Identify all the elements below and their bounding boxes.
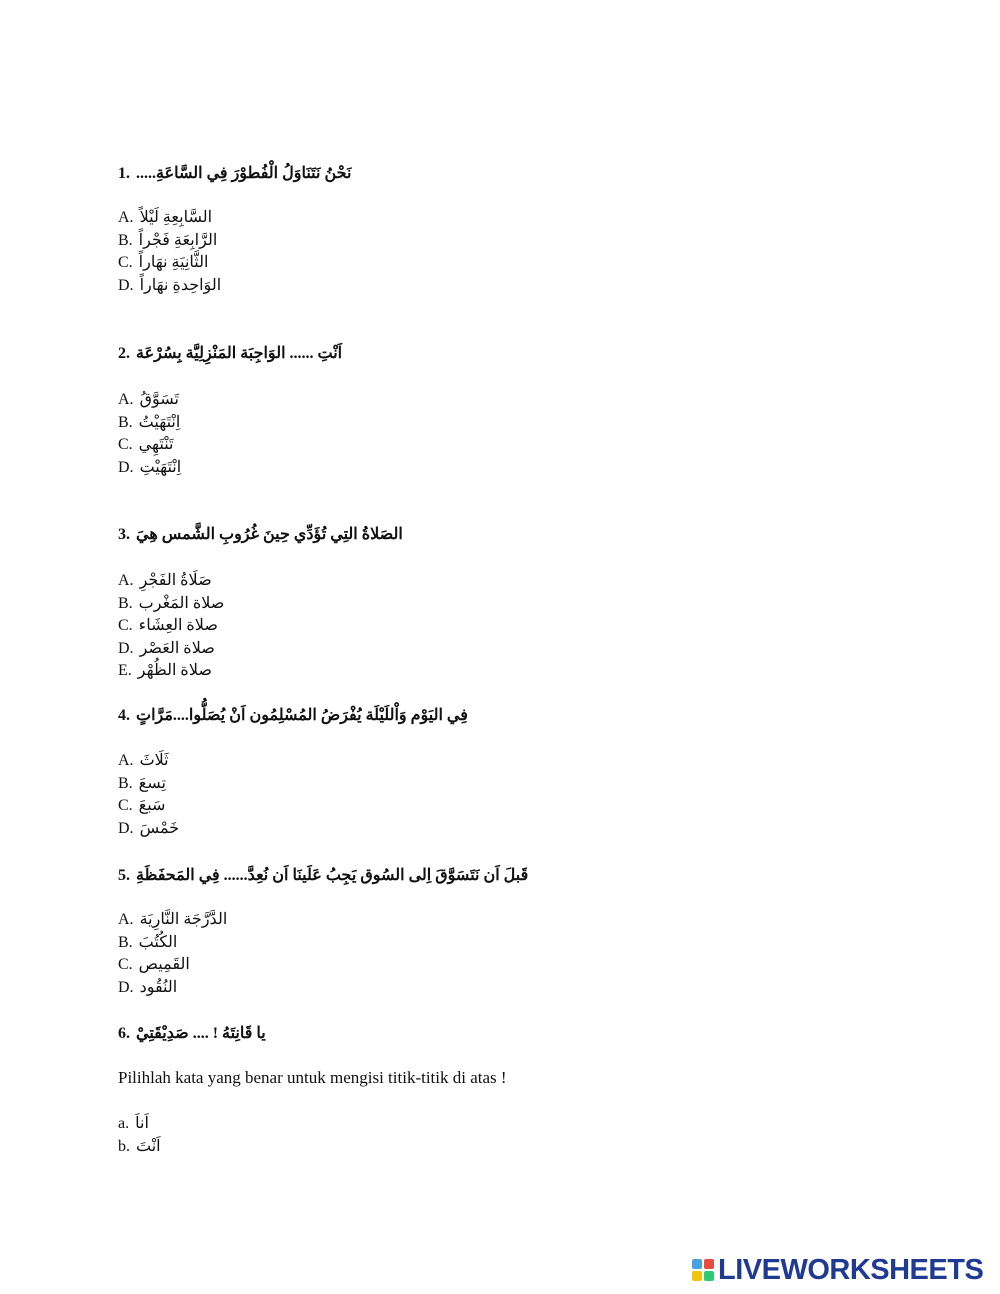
question-3 (118, 524, 403, 544)
option-letter: D. (118, 458, 134, 476)
option-d[interactable] (118, 977, 227, 1000)
option-b[interactable] (118, 412, 181, 435)
option-d[interactable] (118, 275, 221, 298)
option-text: النُقُود (139, 978, 178, 996)
question-text: نَحْنُ نَتَنَاوَلُ الْفُطوْرَ فِي السَّاعَةِ..... (136, 165, 352, 182)
option-letter: D. (118, 978, 134, 996)
option-letter: C. (118, 956, 133, 974)
question-5 (118, 865, 528, 885)
option-text: اِنْتَهَيْتِ (139, 458, 182, 476)
option-letter: B. (118, 413, 133, 431)
logo-block-1 (692, 1259, 702, 1269)
question-text: فِي اليَوْم وَاْللَيْلَة يُفْرَضُ المُسْلِمُون اَنْ يُصَلُّوا....مَرَّاتٍ (136, 707, 468, 724)
question-text: الصَلاةُ التِي تُؤَدِّي حِينَ غُرُوبِ الشَّمس هِيَ (136, 526, 403, 543)
option-letter: B. (118, 594, 133, 612)
question-4 (118, 705, 468, 725)
option-text: القَمِيص (138, 956, 190, 974)
option-text: اِنْتَهَيْتُ (138, 413, 181, 431)
options-5 (118, 909, 227, 999)
option-text: تَسَوَّقُ (139, 391, 179, 408)
option-letter: D. (118, 276, 134, 294)
option-letter: A. (118, 209, 134, 226)
options-6 (118, 1113, 161, 1158)
options-3 (118, 570, 224, 683)
option-text: الدَّرَّجَة النَّارِيَة (139, 911, 228, 928)
option-letter: A. (118, 752, 134, 769)
option-letter: B. (118, 774, 133, 792)
question-number: 5. (118, 867, 130, 884)
option-b[interactable] (118, 1136, 161, 1159)
option-letter: C. (118, 797, 133, 815)
options-2 (118, 389, 181, 479)
question-text: يا قَانِتَهُ ! .... صَدِيْقَتِيْ (136, 1025, 266, 1042)
option-letter: C. (118, 617, 133, 635)
option-text: خَمْسَ (139, 819, 180, 837)
option-b[interactable] (118, 773, 179, 796)
option-text: اَنْتَ (136, 1137, 161, 1155)
question-1 (118, 163, 351, 183)
option-letter: B. (118, 933, 133, 951)
option-letter: D. (118, 819, 134, 837)
option-d[interactable] (118, 818, 179, 841)
option-text: الوَاحِدةِ نهَاراً (139, 276, 222, 294)
option-letter: B. (118, 231, 133, 249)
option-a[interactable] (118, 909, 227, 932)
logo-block-2 (704, 1259, 714, 1269)
option-letter: D. (118, 639, 134, 657)
option-a[interactable] (118, 1113, 161, 1136)
option-text: صلاة العَصْر (139, 639, 215, 657)
option-b[interactable] (118, 932, 227, 955)
option-text: صلاة العِشَاء (138, 617, 218, 635)
option-c[interactable] (118, 954, 227, 977)
question-number: 2. (118, 345, 130, 362)
option-d[interactable] (118, 457, 181, 480)
option-letter: C. (118, 436, 133, 454)
option-letter: C. (118, 254, 133, 272)
question-text: قَبلَ اَن نَتَسَوَّقَ اِلى السُوق يَجِبُ عَلَينَا اَن نُعِدَّ...... فِي المَحفَظَةِ (136, 867, 529, 884)
option-text: السَّابِعِةِ لَيْلاً (139, 209, 213, 226)
option-text: ثَلَاثَ (139, 752, 169, 769)
option-letter: A. (118, 911, 134, 928)
logo-text: LIVEWORKSHEETS (718, 1253, 984, 1286)
option-a[interactable] (118, 389, 181, 412)
question-number: 3. (118, 526, 130, 543)
option-c[interactable] (118, 615, 224, 638)
option-text: تَنْتَهِي (138, 436, 174, 454)
option-b[interactable] (118, 593, 224, 616)
question-2 (118, 343, 342, 363)
liveworksheets-logo (692, 1255, 983, 1285)
option-c[interactable] (118, 434, 181, 457)
option-text: صلاة المَغْرب (138, 594, 225, 612)
option-d[interactable] (118, 638, 224, 661)
instruction-text: Pilihlah kata yang benar untuk mengisi titik-titik di atas ! (118, 1068, 507, 1087)
option-text: اَناَ (135, 1115, 149, 1132)
option-text: الثَّانِيَةِ نهَاراً (138, 254, 209, 272)
option-a[interactable] (118, 207, 221, 230)
logo-blocks-icon (692, 1259, 714, 1281)
option-letter: E. (118, 662, 132, 680)
logo-block-4 (704, 1271, 714, 1281)
option-letter: A. (118, 572, 134, 589)
option-text: صَلَاةُ الفَجْرِ (139, 572, 212, 589)
options-4 (118, 750, 179, 840)
option-letter: a. (118, 1115, 130, 1132)
question-number: 6. (118, 1025, 130, 1042)
question-number: 4. (118, 707, 130, 724)
option-b[interactable] (118, 230, 221, 253)
option-e[interactable] (118, 660, 224, 683)
option-text: تِسعَ (138, 774, 166, 792)
question-text: اَنْتِ ...... الوَاجِبَة المَنْزِلِيَّة بِسُرْعَة (136, 345, 343, 362)
question-number: 1. (118, 165, 130, 182)
option-letter: b. (118, 1137, 130, 1155)
option-c[interactable] (118, 795, 179, 818)
question-6 (118, 1023, 266, 1043)
option-text: الرَّابِعَةِ فَجْراً (138, 231, 218, 249)
option-a[interactable] (118, 570, 224, 593)
option-text: سَبعَ (138, 797, 166, 815)
options-1 (118, 207, 221, 297)
option-letter: A. (118, 391, 134, 408)
logo-block-3 (692, 1271, 702, 1281)
option-text: صلاة الظُهْر (137, 662, 212, 680)
option-a[interactable] (118, 750, 179, 773)
option-c[interactable] (118, 252, 221, 275)
option-text: الكُتُبَ (138, 933, 178, 951)
